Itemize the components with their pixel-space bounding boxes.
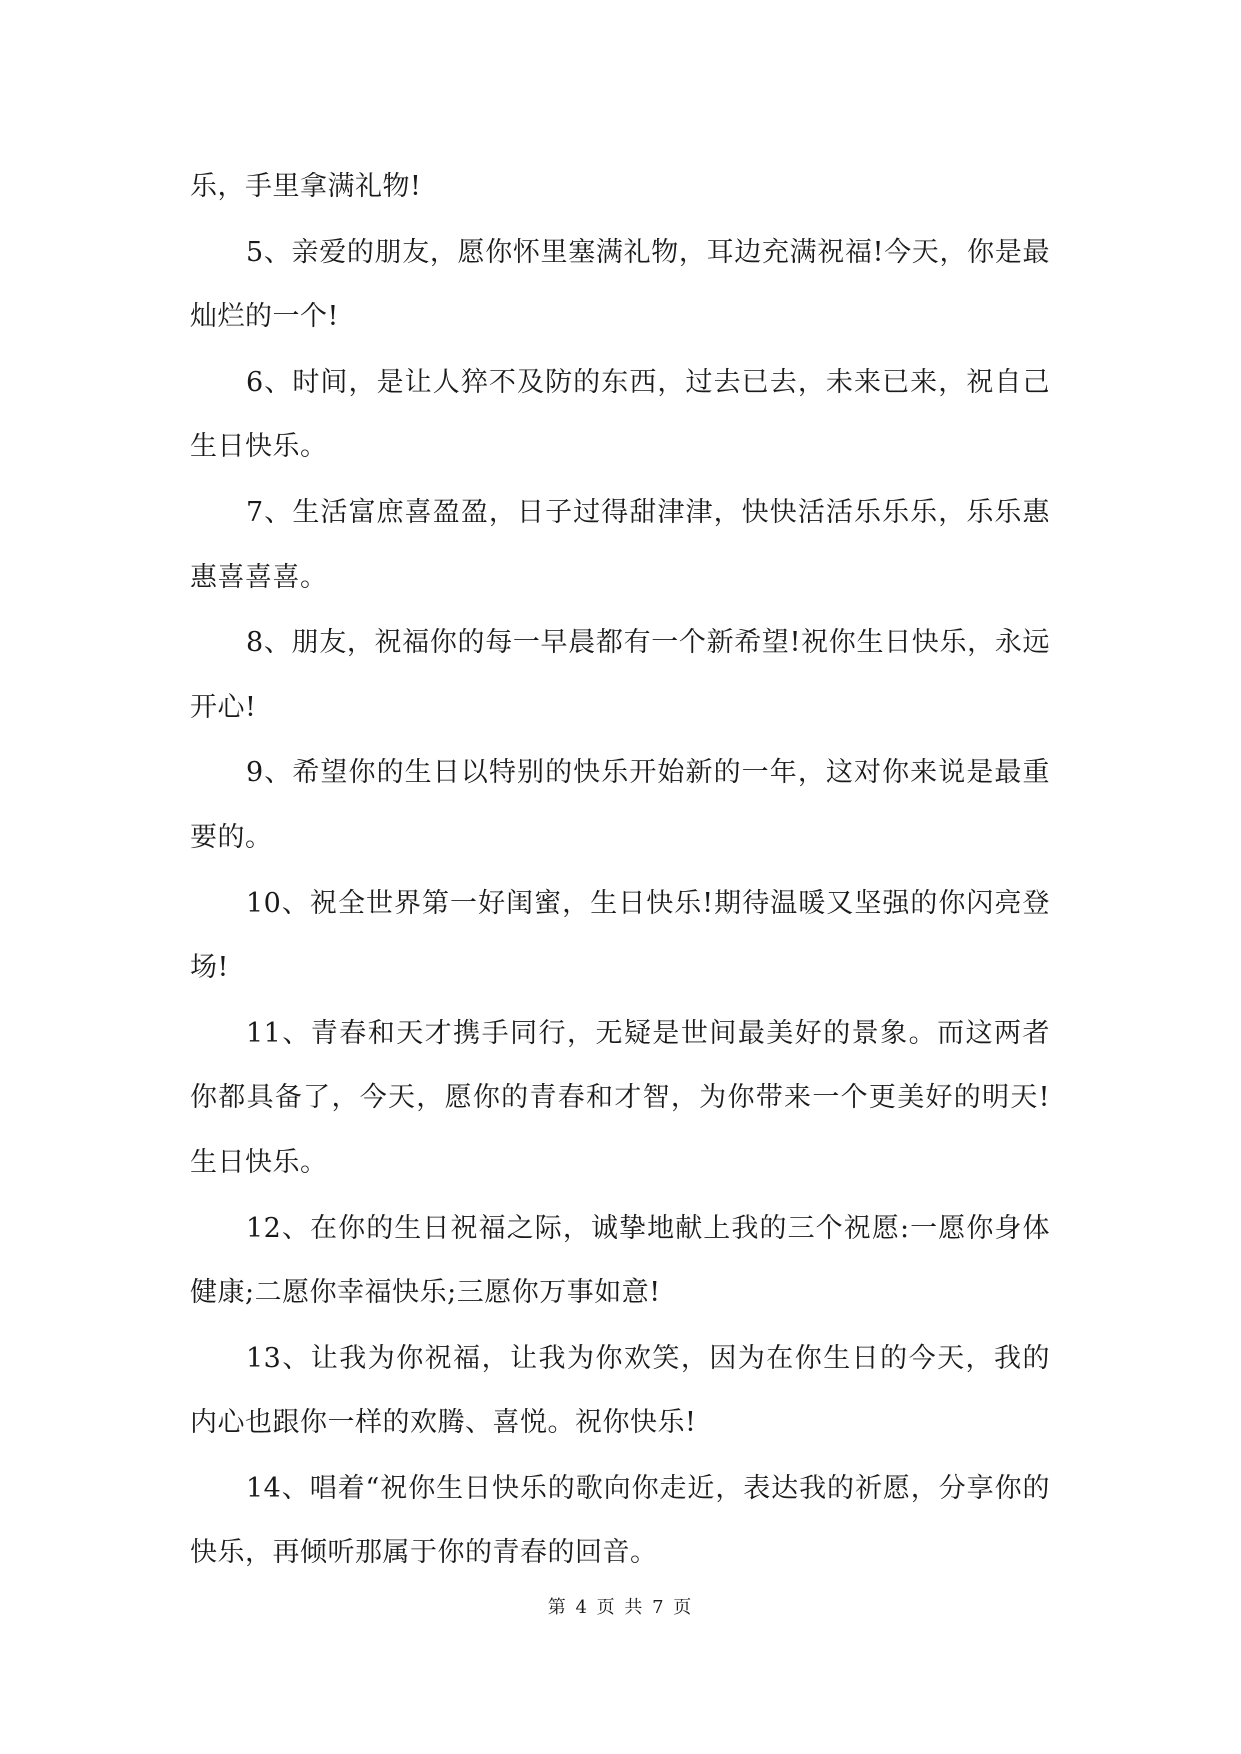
- paragraph-item-6: 6、时间，是让人猝不及防的东西，过去已去，未来已来，祝自己生日快乐。: [190, 366, 1050, 463]
- paragraph-item-5: 5、亲爱的朋友，愿你怀里塞满礼物，耳边充满祝福!今天，你是最灿烂的一个!: [190, 236, 1050, 333]
- page-number-footer: 第 4 页 共 7 页: [547, 1597, 694, 1618]
- paragraph-item-12: 12、在你的生日祝福之际，诚挚地献上我的三个祝愿:一愿你身体健康;二愿你幸福快乐;三愿你万事如意!: [190, 1212, 1050, 1309]
- paragraph-item-7: 7、生活富庶喜盈盈，日子过得甜津津，快快活活乐乐乐，乐乐惠惠喜喜喜。: [190, 496, 1050, 593]
- paragraph-item-14: 14、唱着“祝你生日快乐的歌向你走近，表达我的祈愿，分享你的快乐，再倾听那属于你的青春的回音。: [190, 1472, 1050, 1569]
- document-body: [190, 155, 1050, 1587]
- paragraph-item-9: 9、希望你的生日以特别的快乐开始新的一年，这对你来说是最重要的。: [190, 757, 1050, 853]
- paragraph-item-8: 8、朋友，祝福你的每一早晨都有一个新希望!祝你生日快乐，永远开心!: [190, 627, 1050, 723]
- paragraph-item-11: 11、青春和天才携手同行，无疑是世间最美好的景象。而这两者你都具备了，今天，愿你的青春和才智，为你带来一个更美好的明天!生日快乐。: [190, 1017, 1050, 1178]
- paragraph-item-10: 10、祝全世界第一好闺蜜，生日快乐!期待温暖又坚强的你闪亮登场!: [190, 887, 1050, 984]
- paragraph-item-13: 13、让我为你祝福，让我为你欢笑，因为在你生日的今天，我的内心也跟你一样的欢腾、喜悦。祝你快乐!: [190, 1342, 1050, 1439]
- paragraph-continuation: 乐，手里拿满礼物!: [190, 171, 422, 202]
